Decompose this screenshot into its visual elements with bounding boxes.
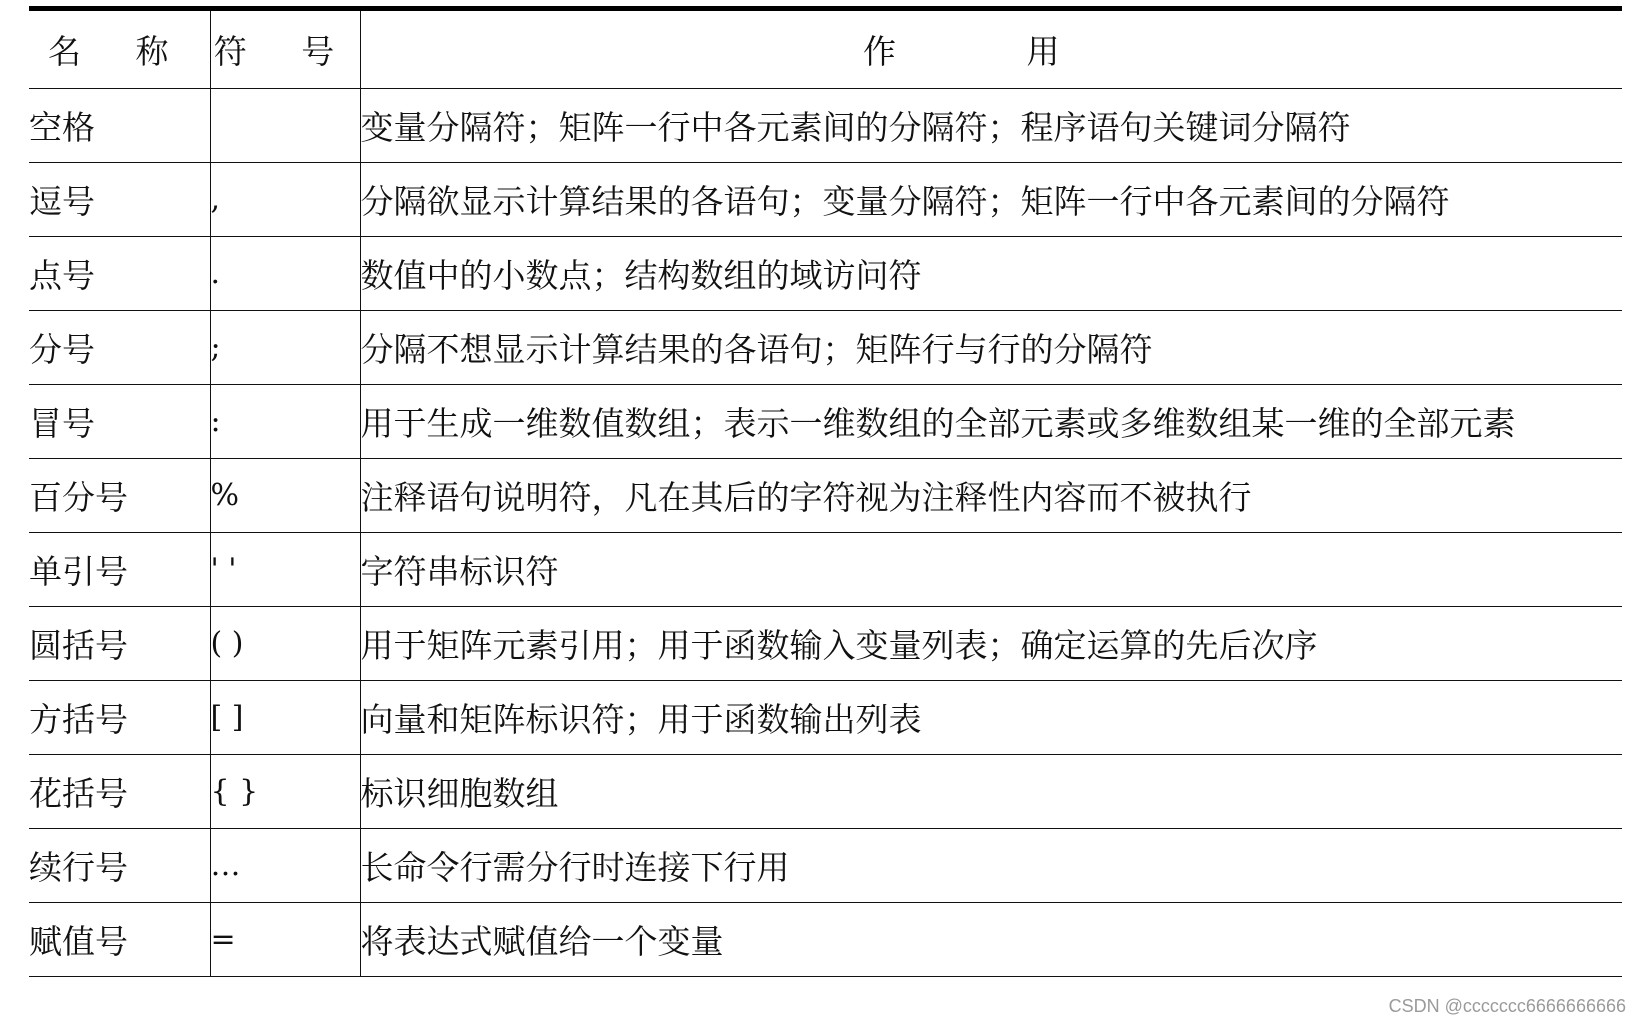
table-row — [29, 89, 1622, 163]
row-name: 赋值号 — [29, 903, 210, 977]
row-function: 分隔欲显示计算结果的各语句；变量分隔符；矩阵一行中各元素间的分隔符 — [360, 163, 1622, 237]
row-function: 将表达式赋值给一个变量 — [360, 903, 1622, 977]
header-name: 名 称 — [29, 9, 210, 89]
row-name: 单引号 — [29, 533, 210, 607]
table-row — [29, 903, 1622, 977]
row-function: 长命令行需分行时连接下行用 — [360, 829, 1622, 903]
row-name: 逗号 — [29, 163, 210, 237]
table-row — [29, 607, 1622, 681]
row-function: 标识细胞数组 — [360, 755, 1622, 829]
row-symbol: ' ' — [210, 533, 360, 607]
row-symbol: = — [210, 903, 360, 977]
row-symbol: ( ) — [210, 607, 360, 681]
row-function: 用于矩阵元素引用；用于函数输入变量列表；确定运算的先后次序 — [360, 607, 1622, 681]
row-symbol: ; — [210, 311, 360, 385]
row-function: 字符串标识符 — [360, 533, 1622, 607]
watermark: CSDN @ccccccc6666666666 — [1388, 996, 1626, 1016]
table-row — [29, 829, 1622, 903]
row-symbol: … — [210, 829, 360, 903]
table-row — [29, 533, 1622, 607]
row-symbol: , — [210, 163, 360, 237]
row-name: 方括号 — [29, 681, 210, 755]
row-name: 分号 — [29, 311, 210, 385]
header-function: 作 用 — [360, 9, 1622, 89]
table-row — [29, 755, 1622, 829]
table-row — [29, 311, 1622, 385]
table-row — [29, 681, 1622, 755]
row-function: 向量和矩阵标识符；用于函数输出列表 — [360, 681, 1622, 755]
row-symbol: % — [210, 459, 360, 533]
table-header-row — [29, 9, 1622, 89]
row-name: 续行号 — [29, 829, 210, 903]
row-symbol: { } — [210, 755, 360, 829]
row-symbol: . — [210, 237, 360, 311]
row-name: 圆括号 — [29, 607, 210, 681]
table-row — [29, 237, 1622, 311]
row-name: 点号 — [29, 237, 210, 311]
row-name: 冒号 — [29, 385, 210, 459]
row-name: 百分号 — [29, 459, 210, 533]
row-function: 注释语句说明符，凡在其后的字符视为注释性内容而不被执行 — [360, 459, 1622, 533]
row-function: 数值中的小数点；结构数组的域访问符 — [360, 237, 1622, 311]
row-function: 分隔不想显示计算结果的各语句；矩阵行与行的分隔符 — [360, 311, 1622, 385]
row-function: 变量分隔符；矩阵一行中各元素间的分隔符；程序语句关键词分隔符 — [360, 89, 1622, 163]
row-symbol — [210, 89, 360, 163]
row-function: 用于生成一维数值数组；表示一维数组的全部元素或多维数组某一维的全部元素 — [360, 385, 1622, 459]
row-symbol: : — [210, 385, 360, 459]
row-name: 空格 — [29, 89, 210, 163]
header-symbol: 符 号 — [210, 9, 360, 89]
table-row — [29, 459, 1622, 533]
row-symbol: [ ] — [210, 681, 360, 755]
symbol-table — [29, 6, 1622, 977]
table-row — [29, 163, 1622, 237]
row-name: 花括号 — [29, 755, 210, 829]
table-row — [29, 385, 1622, 459]
